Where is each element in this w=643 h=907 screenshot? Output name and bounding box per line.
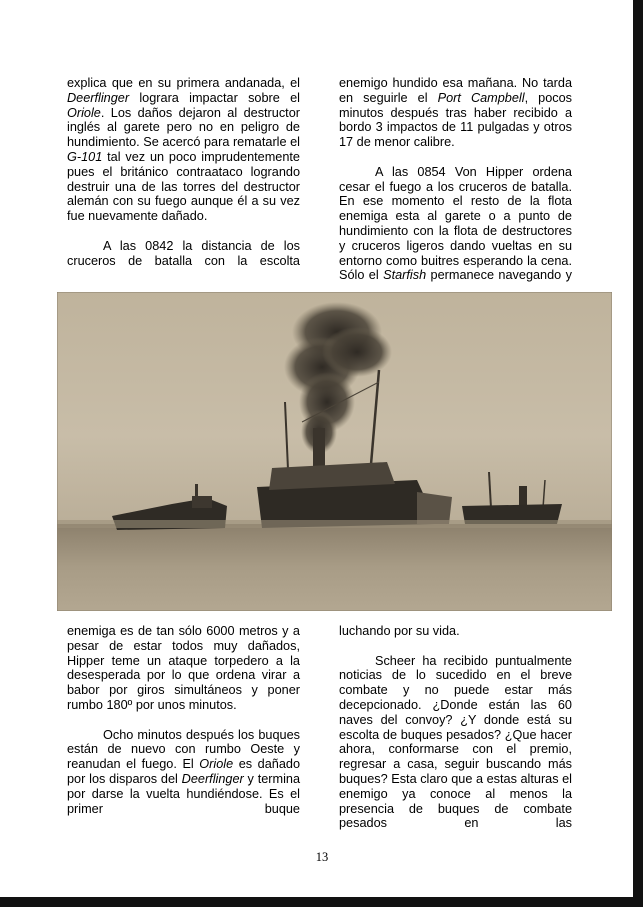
page-number: 13 bbox=[315, 850, 329, 864]
sea bbox=[57, 524, 612, 611]
sepia-photo-of-burning-ship bbox=[57, 292, 612, 611]
paragraph: Ocho minutos después los buques están de nuevo con rumbo Oeste y reanudan el fuego. El Oriole es dañado por los disparos del Deerflinger y termina por darse la vuelta hundiéndose. Es el primer buque bbox=[67, 727, 300, 816]
column-top-right bbox=[339, 76, 572, 283]
paragraph: Scheer ha recibido puntualmente noticias de lo sucedido en el breve combate y no puede estar más decepcionado. ¿Donde están las 60 naves del convoy? ¿Y donde está su escolta de buques pesados? ¿Que hacer ahora, conformarse con el premio, regresar a casa, seguir buscando más buques? Esta claro que a estas alturas el enemigo ya conoce al menos la presencia de buques de combate pesados en las bbox=[339, 653, 572, 831]
column-bottom-left bbox=[67, 624, 300, 816]
page-edge-right bbox=[633, 0, 643, 907]
paragraph: luchando por su vida. bbox=[339, 624, 460, 638]
page-edge-bottom bbox=[0, 897, 643, 907]
column-bottom-right bbox=[339, 624, 572, 831]
column-top-left bbox=[67, 76, 300, 268]
paragraph: enemiga es de tan sólo 6000 metros y a pesar de estar todos muy dañados, Hipper teme un ataque torpedero a la desesperada por lo que ordena virar a babor por giros simultáneos y poner rumbo 180º por unos minutos. bbox=[67, 624, 300, 712]
paragraph: A las 0854 Von Hipper ordena cesar el fuego a los cruceros de batalla. En ese momento el resto de la flota enemiga esta al garete o a punto de hundimiento con la flota de destructores y cruceros ligeros dando vueltas en su entorno como buitres esperando la cena. Sólo el Starfish permanece navegando y bbox=[339, 164, 572, 283]
paragraph: A las 0842 la distancia de los cruceros de batalla con la escolta bbox=[67, 238, 300, 268]
warship-photograph bbox=[57, 292, 612, 611]
paragraph: explica que en su primera andanada, el Deerflinger lograra impactar sobre el Oriole. Los daños dejaron al destructor inglés al garete pero no en peligro de hundimiento. Se acercó para rematarle el G-101 tal vez un poco imprudentemente pues el británico contraataco logrando destruir una de las torres del destructor alemán con su fuego aunque él a su vez fue nuevamente dañado. bbox=[67, 76, 300, 224]
paragraph: enemigo hundido esa mañana. No tarda en seguirle el Port Campbell, pocos minutos después tras haber recibido a bordo 3 impactos de 11 pulgadas y otros 17 de menor calibre. bbox=[339, 76, 573, 150]
